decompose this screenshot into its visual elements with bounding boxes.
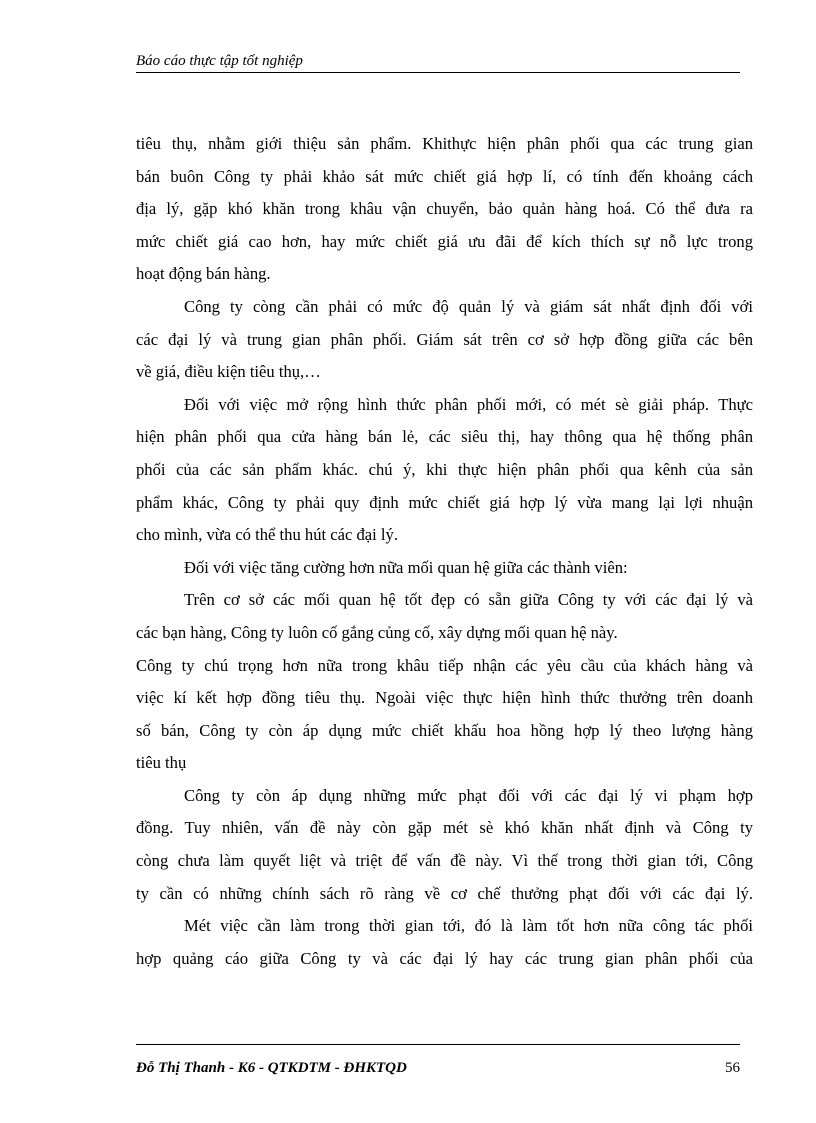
text-line: đồng. Tuy nhiên, vấn đề này còn gặp mét sè khó khăn nhất định và Công ty xyxy=(136,818,753,838)
running-header: Báo cáo thực tập tốt nghiệp xyxy=(136,52,740,73)
text-line: tiêu thụ xyxy=(136,753,187,773)
text-line: Trên cơ sở các mối quan hệ tốt đẹp có sẵn giữa Công ty với các đại lý và xyxy=(184,590,753,610)
text-line: mức chiết giá cao hơn, hay mức chiết giá ưu đãi để kích thích sự nỗ lực trong xyxy=(136,231,753,251)
text-line: bán buôn Công ty phải khảo sát mức chiết giá hợp lí, có tính đến khoảng cách xyxy=(136,166,753,186)
text-line: về giá, điều kiện tiêu thụ,… xyxy=(136,362,321,382)
text-line: Mét việc cần làm trong thời gian tới, đó là làm tốt hơn nữa công tác phối xyxy=(184,916,753,936)
text-line: hoạt động bán hàng. xyxy=(136,264,271,284)
footer-author: Đỗ Thị Thanh - K6 - QTKDTM - ĐHKTQD xyxy=(136,1060,407,1076)
text-line: ty cần có những chính sách rõ ràng về cơ chế thưởng phạt đối với các đại lý. xyxy=(136,883,753,903)
footer-divider xyxy=(136,1044,740,1045)
text-line: còng chưa làm quyết liệt và triệt để vấn đề này. Vì thế trong thời gian tới, Công xyxy=(136,851,753,871)
text-line: phối của các sản phẩm khác. chú ý, khi thực hiện phân phối qua kênh của sản xyxy=(136,459,753,479)
text-line: tiêu thụ, nhằm giới thiệu sản phẩm. Khithực hiện phân phối qua các trung gian xyxy=(136,134,753,153)
text-line: số bán, Công ty còn áp dụng mức chiết khấu hoa hồng hợp lý theo lượng hàng xyxy=(136,720,753,740)
text-line: phẩm khác, Công ty phải quy định mức chiết giá hợp lý vừa mang lại lợi nhuận xyxy=(136,492,753,512)
text-line: Đối với việc mở rộng hình thức phân phối mới, có mét sè giải pháp. Thực xyxy=(184,394,753,414)
text-line: Công ty còng cần phải có mức độ quản lý và giám sát nhất định đối với xyxy=(184,296,753,316)
text-line: việc kí kết hợp đồng tiêu thụ. Ngoài việc thực hiện hình thức thưởng trên doanh xyxy=(136,688,753,708)
text-line: hợp quảng cáo giữa Công ty và các đại lý hay các trung gian phân phối của xyxy=(136,948,753,968)
text-line: hiện phân phối qua cửa hàng bán lẻ, các siêu thị, hay thông qua hệ thống phân xyxy=(136,427,753,447)
text-line: Đối với việc tăng cường hơn nữa mối quan hệ giữa các thành viên: xyxy=(184,557,628,577)
page-number: 56 xyxy=(725,1060,740,1076)
text-line: các bạn hàng, Công ty luôn cố gắng củng cố, xây dựng mối quan hệ này. xyxy=(136,622,618,642)
text-line: các đại lý và trung gian phân phối. Giám sát trên cơ sở hợp đồng giữa các bên xyxy=(136,329,753,349)
text-line: cho mình, vừa có thể thu hút các đại lý. xyxy=(136,525,398,545)
text-line: Công ty chú trọng hơn nữa trong khâu tiếp nhận các yêu cầu của khách hàng và xyxy=(136,655,753,675)
text-line: địa lý, gặp khó khăn trong khâu vận chuyển, bảo quản hàng hoá. Có thể đưa ra xyxy=(136,199,753,219)
text-line: Công ty còn áp dụng những mức phạt đối với các đại lý vi phạm hợp xyxy=(184,785,753,805)
body-text xyxy=(136,128,753,975)
